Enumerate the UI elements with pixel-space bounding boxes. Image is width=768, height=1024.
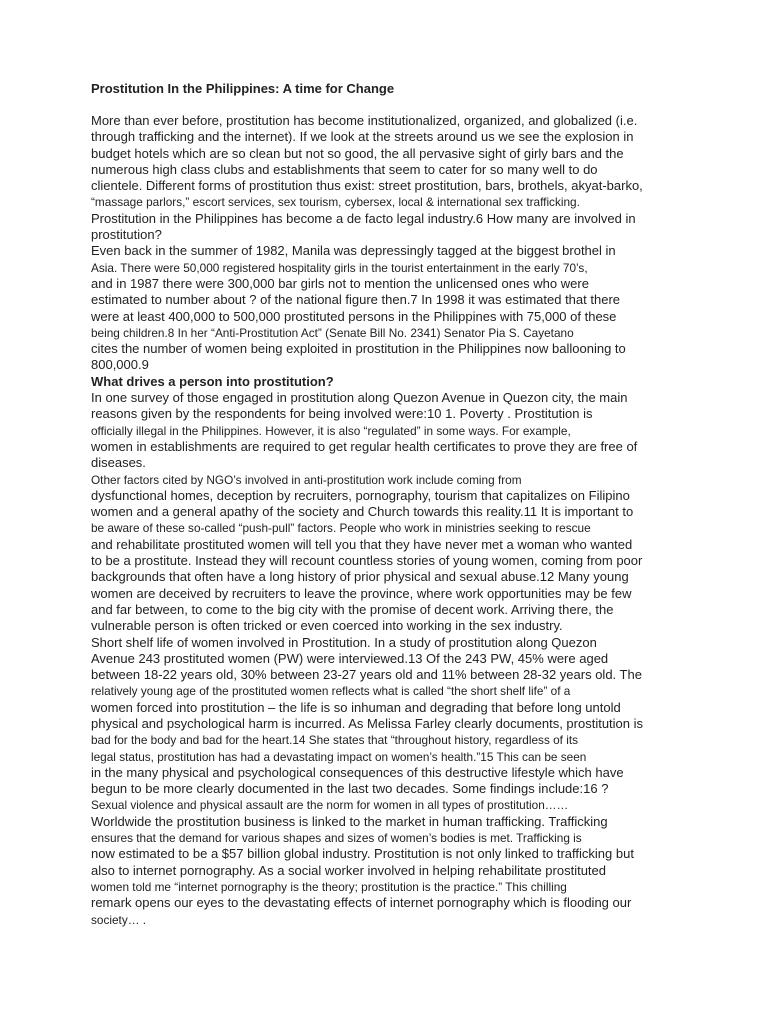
text-line: 800,000.9 [91,357,149,373]
document-title: Prostitution In the Philippines: A time for Change [91,81,395,96]
text-line: Avenue 243 prostituted women (PW) were interviewed.13 Of the 243 PW, 45% were aged [91,650,609,666]
text-line: Even back in the summer of 1982, Manila was depressingly tagged at the biggest brothel in [91,243,616,259]
text-line: and rehabilitate prostituted women will tell you that they have never met a woman who wanted [91,536,633,552]
text-line: women forced into prostitution – the life is so inhuman and degrading that before long untold [91,699,621,715]
text-line: also to internet pornography. As a social worker involved in helping rehabilitate prostituted [91,862,607,878]
text-line: women are deceived by recruiters to leave the province, where work opportunities may be few [91,585,632,601]
text-line: backgrounds that often have a long history of prior physical and sexual abuse.12 Many young [91,569,629,585]
text-line: be aware of these so-called “push-pull” factors. People who work in ministries seeking to rescue [91,521,591,536]
text-line: Worldwide the prostitution business is linked to the market in human trafficking. Trafficking [91,813,608,829]
text-line: being children.8 In her “Anti-Prostitution Act” (Senate Bill No. 2341) Senator Pia S. Cayetano [91,325,574,340]
text-line: legal status, prostitution has had a devastating impact on women’s health.”15 This can be seen [91,749,587,764]
text-line: budget hotels which are so clean but not so good, the all pervasive sight of girly bars and the [91,145,624,161]
text-line: society… . [91,912,147,927]
text-line: “massage parlors,” escort services, sex tourism, cybersex, local & international sex trafficking. [91,195,580,210]
text-line: In one survey of those engaged in prostitution along Quezon Avenue in Quezon city, the main [91,390,628,406]
text-line: women told me “internet pornography is the theory; prostitution is the practice.” This chilling [91,879,567,894]
text-line: relatively young age of the prostituted women reflects what is called “the short shelf life” of a [91,684,571,699]
text-line: Prostitution in the Philippines has become a de facto legal industry.6 How many are involved in [91,210,636,226]
text-line: diseases. [91,455,146,471]
text-line: officially illegal in the Philippines. However, it is also “regulated” in some ways. For example, [91,423,571,438]
text-line: bad for the body and bad for the heart.14 She states that “throughout history, regardless of its [91,733,579,748]
text-line: between 18-22 years old, 30% between 23-27 years old and 11% between 28-32 years old. The [91,667,642,683]
text-line: reasons given by the respondents for being involved were:10 1. Poverty . Prostitution is [91,406,593,422]
text-line: Other factors cited by NGO’s involved in anti-prostitution work include coming from [91,472,522,487]
text-line: cites the number of women being exploited in prostitution in the Philippines now ballooning to [91,341,626,357]
text-line: More than ever before, prostitution has become institutionalized, organized, and globalized (i.e. [91,113,638,128]
text-line: were at least 400,000 to 500,000 prostituted persons in the Philippines with 75,000 of these [91,308,617,324]
text-line: in the many physical and psychological consequences of this destructive lifestyle which have [91,764,624,780]
text-line: clientele. Different forms of prostitution thus exist: street prostitution, bars, brothels, akyat-barko, [91,178,643,194]
text-line: dysfunctional homes, deception by recruiters, pornography, tourism that capitalizes on Filipino [91,487,630,503]
text-line: remark opens our eyes to the devastating effects of internet pornography which is flooding our [91,895,632,911]
text-line: prostitution? [91,227,162,243]
section-heading: What drives a person into prostitution? [91,373,334,389]
document-page [91,81,681,928]
text-line: women in establishments are required to get regular health certificates to prove they are free of [91,438,638,454]
text-line: and in 1987 there were 300,000 bar girls not to mention the unlicensed ones who were [91,275,589,291]
text-line: estimated to number about ? of the national figure then.7 In 1998 it was estimated that there [91,292,621,308]
text-line: begun to be more clearly documented in the last two decades. Some findings include:16 ? [91,781,609,797]
text-line: to be a prostitute. Instead they will recount countless stories of young women, coming from poor [91,553,643,569]
text-line: women and a general apathy of the society and Church towards this reality.11 It is important to [91,504,634,520]
text-line: vulnerable person is often tricked or even coerced into working in the sex industry. [91,618,563,634]
text-line: Short shelf life of women involved in Prostitution. In a study of prostitution along Quezon [91,634,597,650]
text-line: Sexual violence and physical assault are the norm for women in all types of prostitution…… [91,798,569,813]
text-line: through trafficking and the internet). If we look at the streets around us we see the explosion in [91,129,634,145]
text-line: Asia. There were 50,000 registered hospitality girls in the tourist entertainment in the early 70’s, [91,260,588,275]
document-body [91,113,681,928]
text-line: numerous high class clubs and establishments that seem to cater for so many well to do [91,161,598,177]
text-line: physical and psychological harm is incurred. As Melissa Farley clearly documents, prostitution is [91,715,644,731]
text-line: now estimated to be a $57 billion global industry. Prostitution is not only linked to trafficking but [91,846,634,862]
text-line: ensures that the demand for various shapes and sizes of women’s bodies is met. Trafficking is [91,831,582,846]
text-line: and far between, to come to the big city with the promise of decent work. Arriving there, the [91,601,614,617]
